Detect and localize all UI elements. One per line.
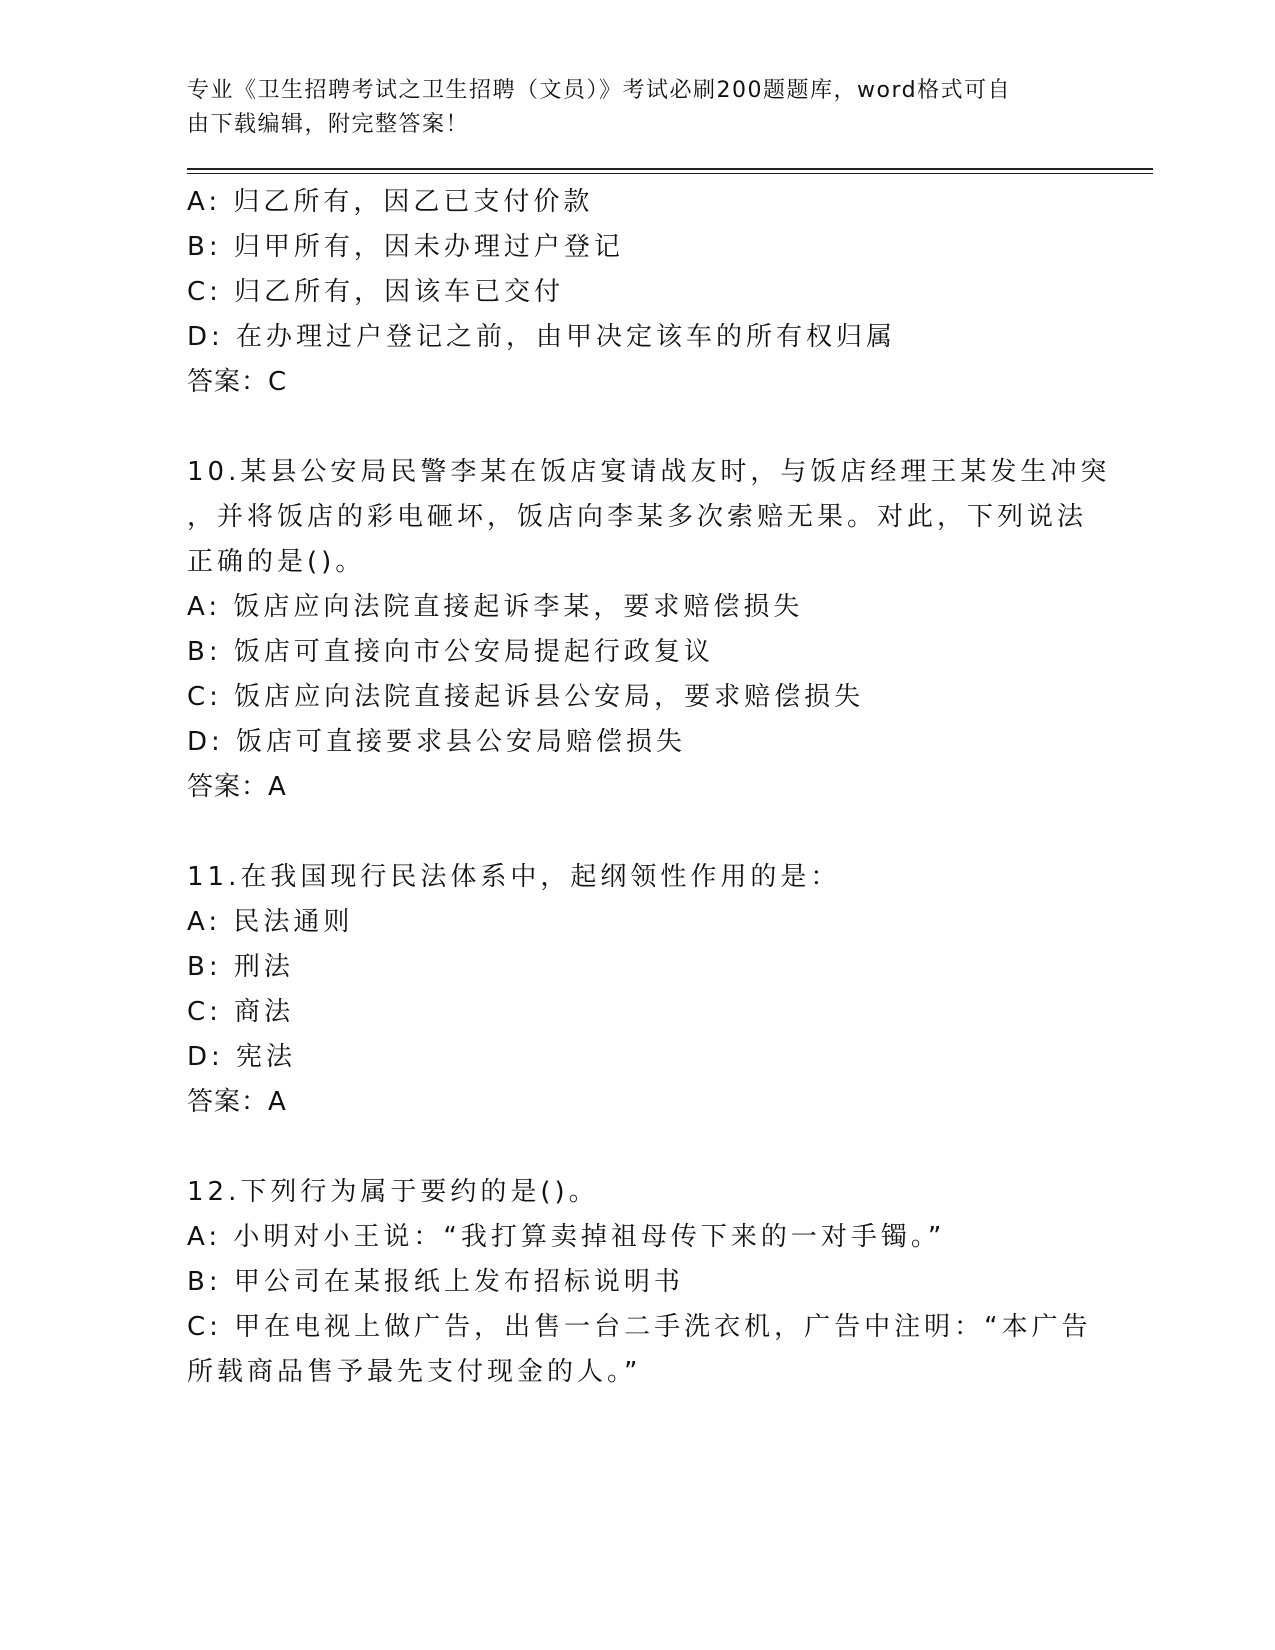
option-c: C: 归乙所有，因该车已交付 [187,277,565,307]
option-d: D: 宪法 [187,1042,297,1072]
question-stem-line: 10.某县公安局民警李某在饭店宴请战友时，与饭店经理王某发生冲突 [187,457,1111,487]
option-b: B: 饭店可直接向市公安局提起行政复议 [187,637,714,667]
header-rule [187,168,1153,170]
option-b: B: 归甲所有，因未办理过户登记 [187,232,624,262]
option-d: D: 在办理过户登记之前，由甲决定该车的所有权归属 [187,322,897,352]
spacer [187,810,1107,855]
option-c-continued: 所载商品售予最先支付现金的人。” [187,1357,642,1387]
option-c: C: 商法 [187,997,295,1027]
question-stem-line: ，并将饭店的彩电砸坏，饭店向李某多次索赔无果。对此，下列说法 [187,502,1088,532]
header-line-1: 专业《卫生招聘考试之卫生招聘（文员）》考试必刷200题题库，word格式可自 [187,78,1012,103]
answer: 答案：C [187,367,288,397]
question-11 [187,855,1107,1125]
option-d: D: 饭店可直接要求县公安局赔偿损失 [187,727,687,757]
option-a: A: 饭店应向法院直接起诉李某，要求赔偿损失 [187,592,804,622]
spacer [187,405,1107,450]
answer: 答案：A [187,1087,287,1117]
option-b: B: 刑法 [187,952,294,982]
option-a: A: 民法通则 [187,907,354,937]
header-line-2: 由下载编辑，附完整答案！ [187,112,470,137]
answer: 答案：A [187,772,287,802]
question-stem-line: 正确的是()。 [187,547,366,577]
question-10 [187,450,1111,810]
option-c: C: 饭店应向法院直接起诉县公安局，要求赔偿损失 [187,682,865,712]
option-a: A: 归乙所有，因乙已支付价款 [187,187,594,217]
question-9 [187,180,1107,405]
question-stem-line: 12.下列行为属于要约的是()。 [187,1177,599,1207]
document-page [187,74,1111,1395]
option-c: C: 甲在电视上做广告，出售一台二手洗衣机，广告中注明：“本广告 [187,1312,1092,1342]
spacer [187,1125,1107,1170]
option-a: A: 小明对小王说：“我打算卖掉祖母传下来的一对手镯。” [187,1222,946,1252]
question-content [187,180,1111,1395]
document-header [187,74,1067,142]
question-stem-line: 11.在我国现行民法体系中，起纲领性作用的是： [187,862,841,892]
question-12 [187,1170,1107,1395]
header-rule-thin [187,173,1153,174]
option-b: B: 甲公司在某报纸上发布招标说明书 [187,1267,684,1297]
